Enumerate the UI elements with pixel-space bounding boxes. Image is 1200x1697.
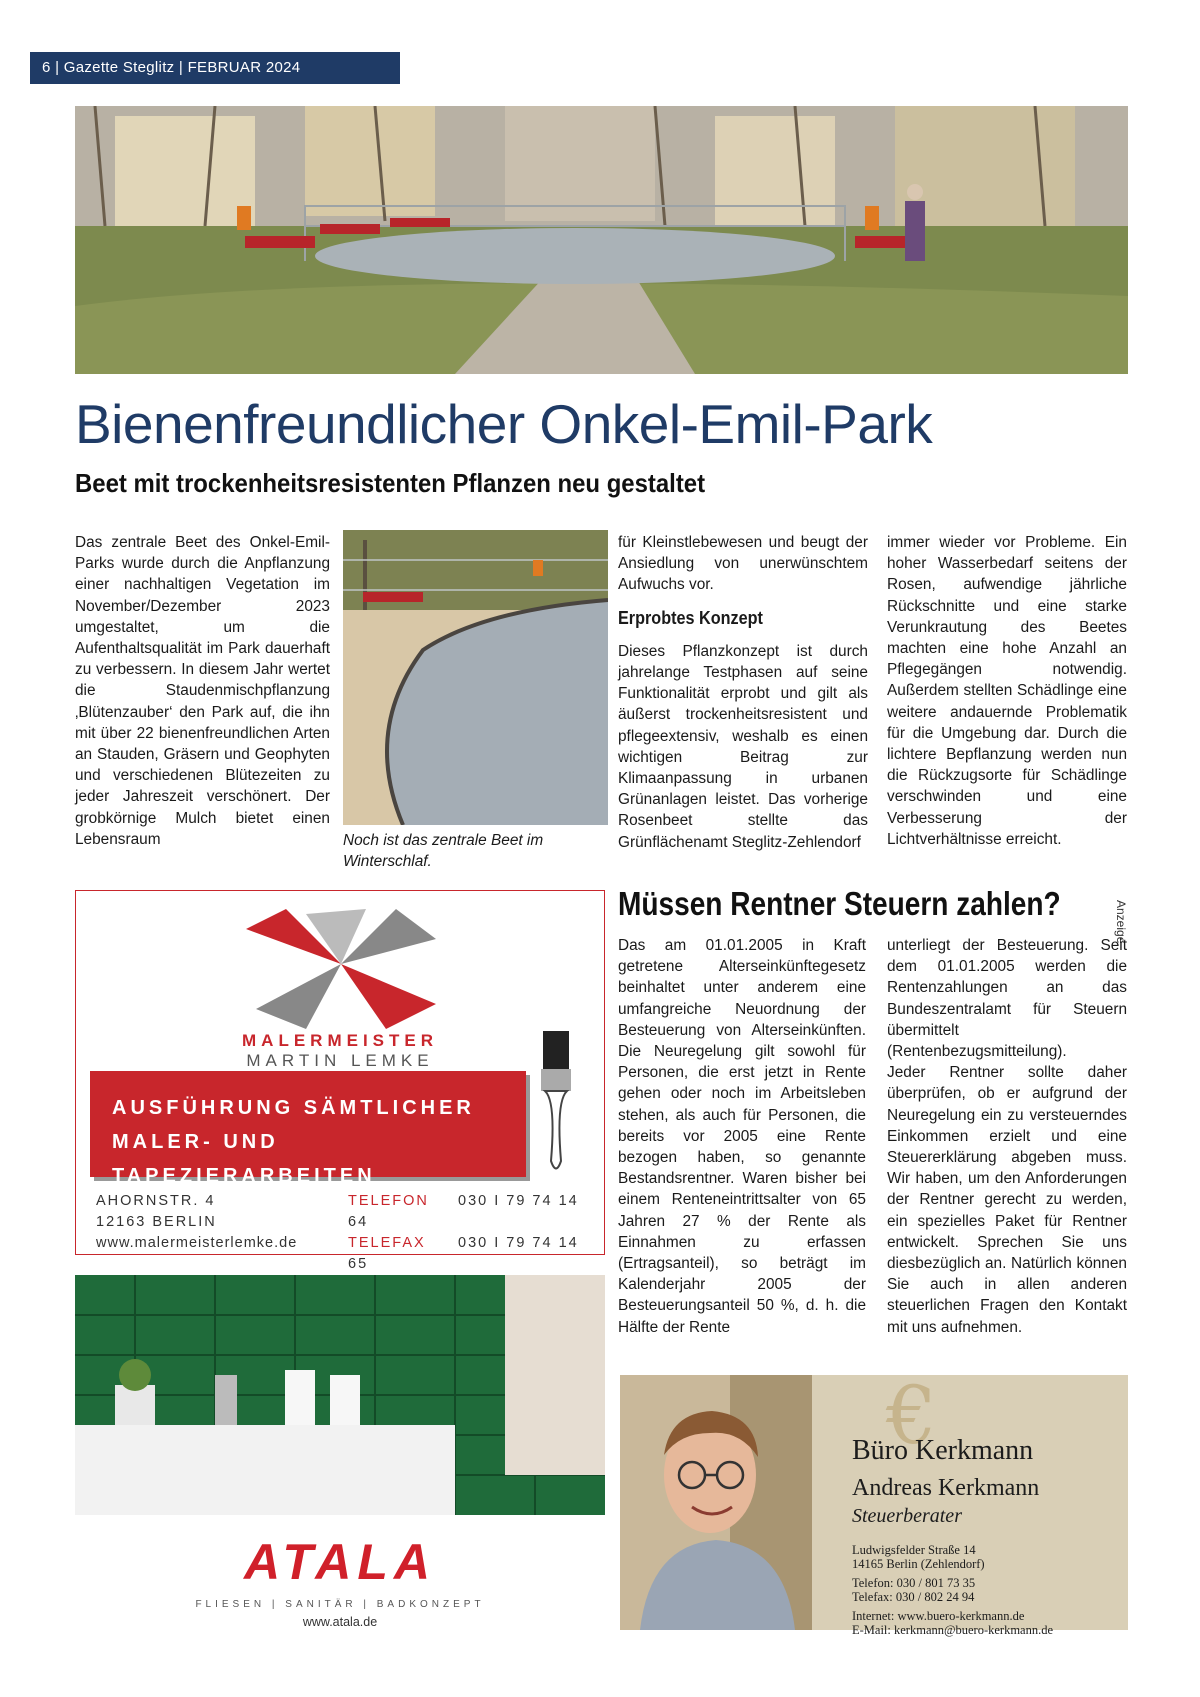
anzeige-label: Anzeige	[1114, 900, 1128, 944]
kerkmann-name: Andreas Kerkmann	[852, 1475, 1040, 1501]
lemke-logo-icon	[246, 909, 436, 1029]
kerkmann-role: Steuerberater	[852, 1505, 962, 1527]
section-heading: Erprobtes Konzept	[618, 607, 763, 628]
flowerbed-photo	[343, 530, 608, 825]
fax-number: 030 I 79 74 14 65	[348, 1235, 579, 1272]
article-column-1	[75, 532, 330, 850]
subheadline: Beet mit trockenheitsresistenten Pflanzen neu gestaltet	[75, 468, 706, 498]
advertorial-title: Müssen Rentner Steuern zahlen?	[618, 885, 1061, 922]
lemke-city: 12163 BERLIN	[96, 1214, 217, 1230]
lemke-address	[96, 1191, 297, 1254]
kerkmann-text	[852, 1369, 1128, 1637]
lemke-title: MALERMEISTER	[242, 1031, 438, 1050]
lemke-owner: MARTIN LEMKE	[246, 1051, 434, 1070]
tel-label: TELEFON	[348, 1193, 429, 1209]
kerkmann-portrait	[620, 1375, 812, 1630]
kerkmann-city: 14165 Berlin (Zehlendorf)	[852, 1557, 985, 1571]
kerkmann-fax: Telefax: 030 / 802 24 94	[852, 1590, 975, 1604]
lemke-banner-line: AUSFÜHRUNG SÄMTLICHER	[112, 1097, 475, 1119]
fax-label: TELEFAX	[348, 1235, 426, 1251]
article-paragraph: immer wieder vor Probleme. Ein hoher Wasserbedarf seitens der Rosen, aufwendige jährliche Rückschnitte und eine starke Verunkrautung des Beetes machten eine hohe Anzahl an Pflegegängen notwendig. Außerdem stellten Schädlinge eine weitere andauernde Problematik für die Umgebung dar. Durch die lichtere Bepflanzung werden nun die Rückzugsorte für Schädlinge verschwinden und eine Verbesserung der Lichtverhältnisse erreicht.	[887, 534, 1127, 848]
article-paragraph: für Kleinstlebewesen und beugt der Ansiedlung von unerwünschtem Aufwuchs vor.	[618, 534, 868, 594]
kerkmann-web: Internet: www.buero-kerkmann.de	[852, 1609, 1025, 1623]
euro-icon: €	[886, 1369, 937, 1462]
advertorial-column-1	[618, 935, 866, 1338]
park-photo	[75, 106, 1128, 374]
article-column-3	[618, 532, 868, 853]
headline: Bienenfreundlicher Onkel-Emil-Park	[75, 393, 933, 455]
advertorial-paragraph: unterliegt der Besteuerung. Seit dem 01.01.2005 werden die Rentenzahlungen an das Bundeszentralamt für Steuern übermittelt (Rentenbezugsmitteilung).	[887, 937, 1127, 1061]
paintbrush-icon	[531, 1031, 581, 1181]
lemke-website: www.malermeisterlemke.de	[96, 1235, 298, 1251]
lemke-street: AHORNSTR. 4	[96, 1193, 216, 1209]
article-column-4	[887, 532, 1127, 850]
page-header: 6 | Gazette Steglitz | FEBRUAR 2024	[30, 52, 400, 84]
atala-logo: ATALA	[244, 1534, 436, 1590]
lemke-banner-line: MALER- UND TAPEZIERARBEITEN	[112, 1131, 376, 1187]
ad-buero-kerkmann	[620, 1369, 1128, 1637]
kerkmann-email: E-Mail: kerkmann@buero-kerkmann.de	[852, 1623, 1054, 1637]
kerkmann-phone: Telefon: 030 / 801 73 35	[852, 1576, 976, 1590]
ad-malermeister-lemke	[75, 890, 605, 1272]
tel-number: 030 I 79 74 14 64	[348, 1193, 579, 1230]
atala-tagline: FLIESEN | SANITÄR | BADKONZEPT	[195, 1599, 485, 1610]
article-paragraph: Dieses Pflanzkonzept ist durch jahrelange Testphasen auf seine Funktionalität erprobt und gilt als äußerst trockenheitsresistent und pflegeextensiv, weshalb es einen wichtigen Beitrag zur Klimaanpassung in urbanen Grünanlagen leistet. Das vorherige Rosenbeet stellte das Grünflächenamt Steglitz-Zehlendorf	[618, 642, 868, 851]
kerkmann-street: Ludwigsfelder Straße 14	[852, 1543, 976, 1557]
advertorial-paragraph: Das am 01.01.2005 in Kraft getretene Alterseinkünftegesetz beinhaltet unter anderem eine umfangreiche Neuordnung der Besteuerung von Alterseinkünften. Die Neuregelung gilt sowohl für Personen, die erst jetzt in Rente gehen oder noch im Arbeitsleben stehen, als auch für Personen, die bereits vor 2005 eine Rente bezogen haben, so genannte Bestandsrentner. Waren bisher bei einem Renteneintrittsalter von 65 Jahren 27 % der Rente als Einnahmen zu erfassen (Ertragsanteil), so beträgt im Kalenderjahr 2005 der Besteuerungsanteil 50 %, d. h. die Hälfte der Rente	[618, 937, 866, 1336]
advertorial-column-2	[887, 935, 1127, 1338]
atala-url: www.atala.de	[302, 1615, 378, 1629]
ad-atala	[75, 1275, 605, 1630]
lemke-banner	[90, 1071, 526, 1187]
advertorial-paragraph: Jeder Rentner sollte daher überprüfen, ob er aufgrund der Neuregelung ein zu versteuerndes Einkommen erzielt und eine Steuererklärung abgeben muss. Wir haben, um den Anforderungen der Rentner gerecht zu werden, ein spezielles Paket für Rentner entwickelt. Sprechen Sie uns diesbezüglich an. Natürlich können Sie auch in allen anderen steuerlichen Fragen den Kontakt mit uns aufnehmen.	[887, 1064, 1127, 1336]
atala-footer	[75, 1515, 605, 1630]
photo-caption: Noch ist das zentrale Beet im Winterschlaf.	[343, 832, 544, 870]
article-paragraph: Das zentrale Beet des Onkel-Emil-Parks wurde durch die Anpflanzung einer nachhaltigen Vegetation im November/Dezember 2023 umgestaltet, um die Aufenthaltsqualität im Park dauerhaft zu verbessern. In diesem Jahr wertet die Staudenmischpflanzung ‚Blütenzauber‘ den Park auf, die ihn mit über 22 bienenfreundlichen Arten an Stauden, Gräsern und Geophyten und verschiedenen Blütezeiten zu jeder Jahreszeit verschönert. Der grobkörnige Mulch bietet einen Lebensraum	[75, 534, 330, 848]
kerkmann-brand: Büro Kerkmann	[852, 1435, 1034, 1466]
